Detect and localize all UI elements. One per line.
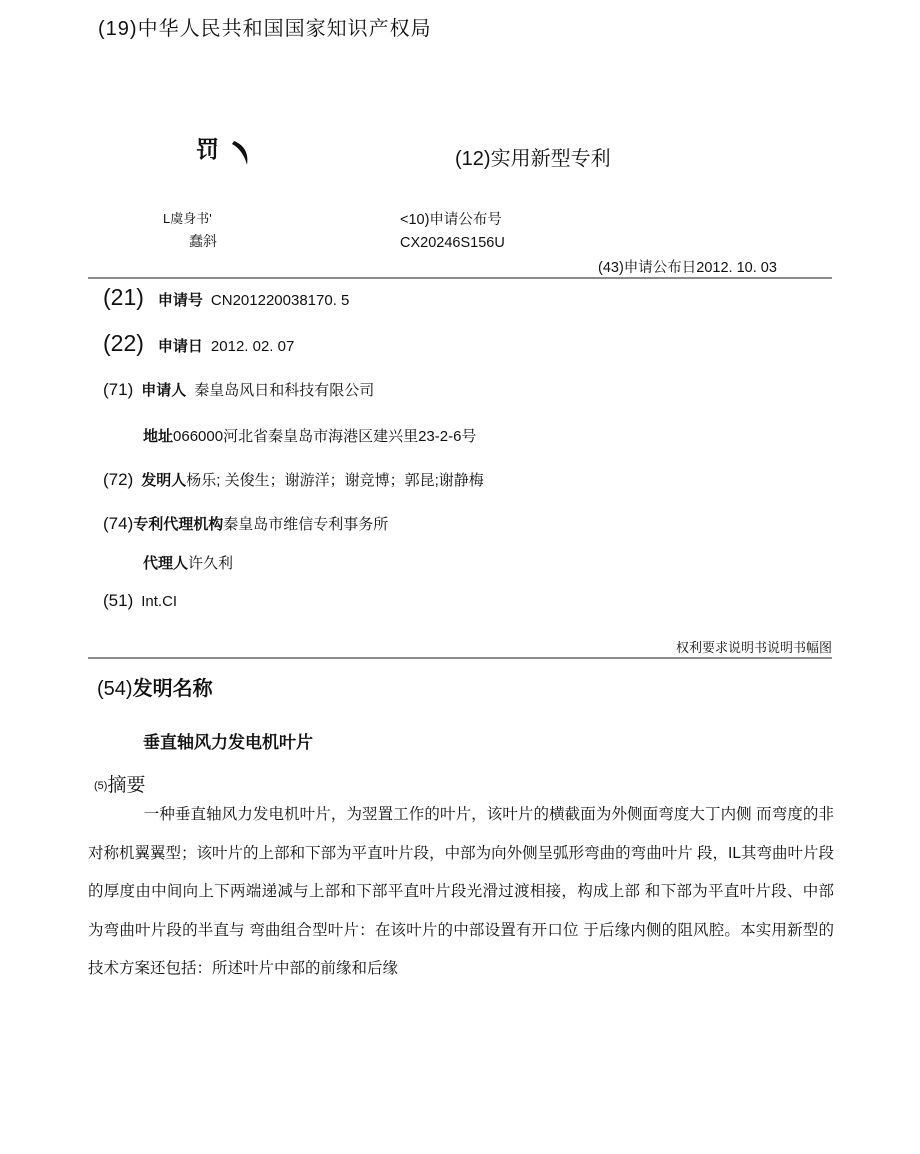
- biblio-row-application-date: [103, 330, 294, 357]
- inid-code: (72): [103, 470, 134, 489]
- seal-text: [163, 208, 217, 252]
- field-label: 申请人: [141, 382, 187, 399]
- section-label: 摘要: [107, 775, 146, 796]
- field-value: CN201220038170. 5: [210, 292, 350, 309]
- inid-code: (71): [103, 380, 134, 399]
- biblio-row-int-cl: [103, 591, 177, 611]
- inid-code: (5): [94, 780, 108, 792]
- inid-code: (74): [103, 514, 134, 533]
- document-type-heading: (12)实用新型专利: [455, 148, 611, 170]
- abstract-text: 一种垂直轴风力发电机叶片，为翌置工作的叶片，该叶片的横截面为外侧面弯度大丁内侧 而弯度的非对称机翼翼型；该叶片的上部和下部为平直叶片段，中部为向外侧呈弧形弯曲的弯曲叶片 段，IL其弯曲叶片段的厚度由中间向上下两端递减与上部和下部平直叶片段光滑过渡相接，构成上部 和下部为平直叶片段、中部为弯曲叶片段的半直与 弯曲组合型叶片：在该叶片的中部设置有开口位 于后缘内侧的阻风腔。本实用新型的技术方案还包括：所述叶片中部的前缘和后缘: [88, 806, 834, 977]
- field-label: Int.CI: [141, 593, 178, 610]
- biblio-row-inventors: [103, 469, 484, 490]
- field-label: 申请号: [157, 292, 203, 309]
- field-label: 代理人: [143, 555, 189, 572]
- biblio-row-address: [143, 425, 476, 446]
- inid-code: (21): [103, 284, 144, 310]
- field-label: 发明人: [141, 472, 187, 489]
- field-value: 杨乐; 关俊生；谢游洋；谢竞博；郭昆;谢静梅: [186, 472, 484, 489]
- emblem-character: 罚: [196, 136, 219, 162]
- inid-code: (51): [103, 591, 134, 610]
- biblio-row-agent: [143, 552, 233, 573]
- brush-stroke-icon: [231, 140, 251, 166]
- field-value: 秦皇岛风日和科技有限公司: [194, 382, 375, 399]
- biblio-row-applicant: [103, 379, 374, 400]
- divider-bottom: [88, 657, 832, 659]
- seal-line-1: L虞身书': [163, 211, 212, 226]
- section-label: 发明名称: [132, 678, 213, 700]
- field-value: 秦皇岛市维信专利事务所: [223, 516, 389, 533]
- biblio-row-application-number: [103, 284, 349, 311]
- invention-title: 垂直轴风力发电机叶片: [143, 733, 313, 752]
- publication-info: [400, 209, 505, 255]
- documents-list-note: 权利要求说明书说明书幅图: [675, 640, 832, 655]
- field-value: 许久利: [188, 555, 234, 572]
- emblem: [196, 138, 251, 166]
- invention-title-section-heading: [97, 672, 213, 701]
- inid-code: (54): [97, 678, 133, 700]
- publication-date: (43)申请公布日2012. 10. 03: [598, 260, 777, 276]
- field-label: 申请日: [157, 338, 203, 355]
- inid-code: (22): [103, 330, 144, 356]
- issuing-office-header: (19)中华人民共和国国家知识产权局: [98, 18, 432, 40]
- publication-number-label: <10)申请公布号: [400, 212, 502, 228]
- biblio-row-agency: [103, 513, 388, 534]
- field-label: 专利代理机构: [133, 516, 224, 533]
- field-value: 2012. 02. 07: [210, 338, 295, 355]
- field-label: 地址: [143, 428, 174, 445]
- divider-top: [88, 277, 832, 279]
- field-value: 066000河北省秦皇岛市海港区建兴里23-2-6号: [173, 428, 477, 445]
- abstract-heading: [94, 770, 145, 797]
- seal-line-2: 蠢斜: [189, 233, 217, 249]
- publication-number: CX20246S156U: [400, 235, 505, 251]
